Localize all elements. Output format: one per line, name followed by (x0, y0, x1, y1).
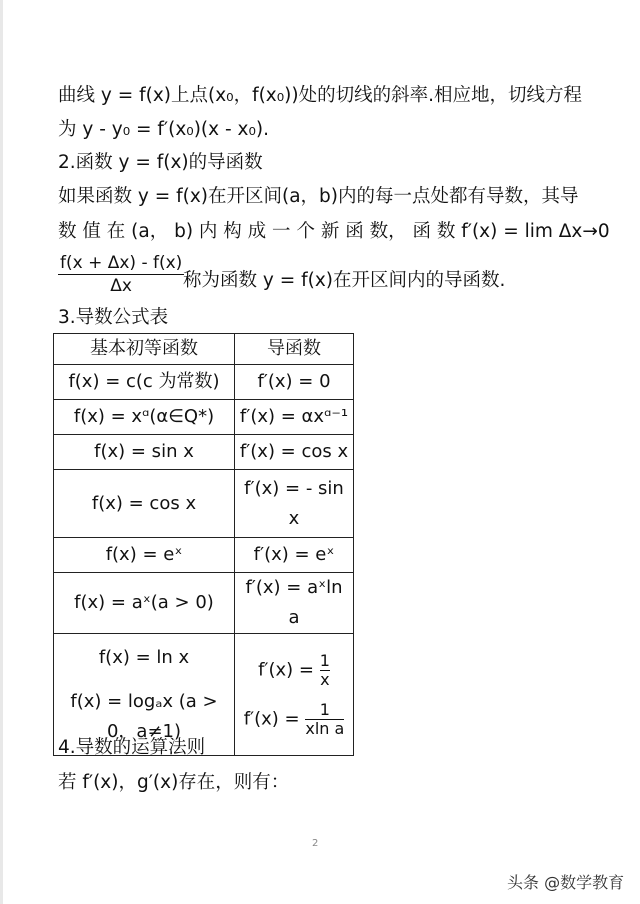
paragraph-line: 为 y - y₀ = f′(x₀)(x - x₀). (58, 119, 269, 140)
derivative-formula-table (53, 333, 354, 756)
ln-function: f(x) = ln x (98, 646, 190, 668)
table-cell: f′(x) = 0 (235, 365, 354, 400)
fraction-denominator: xln a (305, 718, 345, 738)
derivative-prefix: f′(x) = (258, 659, 314, 680)
fraction-denominator: x (320, 669, 330, 689)
paragraph-line: 数 值 在 (a， b) 内 构 成 一 个 新 函 数， 函 数 f′(x) = lim Δx→0 (58, 221, 610, 242)
table-row (54, 365, 354, 400)
table-cell (235, 634, 354, 756)
table-row (54, 435, 354, 470)
paragraph-line: 若 f′(x)，g′(x)存在，则有： (58, 772, 290, 793)
paragraph-line: 如果函数 y = f(x)在开区间(a，b)内的每一点处都有导数，其导 (58, 186, 579, 207)
table-row (54, 573, 354, 634)
ln-derivative (239, 652, 349, 689)
page-number: 2 (312, 838, 319, 849)
fraction (320, 652, 330, 689)
table-cell: f(x) = cos x (54, 470, 235, 538)
table-row (54, 538, 354, 573)
table-row (54, 470, 354, 538)
fraction-denominator: Δx (110, 276, 132, 296)
table-header: 导函数 (235, 334, 354, 365)
table-cell: f′(x) = αxᵅ⁻¹ (235, 400, 354, 435)
watermark: 头条 @数学教育 (507, 873, 625, 892)
table-header-row (54, 334, 354, 365)
table-cell: f(x) = eˣ (54, 538, 235, 573)
fraction-numerator: f(x + Δx) - f(x) (60, 253, 183, 273)
fraction-numerator: 1 (305, 701, 344, 720)
table-cell: f′(x) = - sin x (235, 470, 354, 538)
fraction-numerator: 1 (319, 650, 330, 670)
table-cell: f(x) = c(c 为常数) (54, 365, 235, 400)
table-header: 基本初等函数 (54, 334, 235, 365)
table-cell: f(x) = xᵅ(α∈Q*) (54, 400, 235, 435)
section-heading: 3.导数公式表 (58, 307, 169, 328)
table-cell: f(x) = sin x (54, 435, 235, 470)
table-cell: f′(x) = eˣ (235, 538, 354, 573)
paragraph-line: 称为函数 y = f(x)在开区间内的导函数. (183, 270, 506, 291)
section-heading: 4.导数的运算法则 (58, 737, 206, 758)
log-derivative (239, 701, 349, 738)
log-function: f(x) = logₐx (a > 0，a≠1) (70, 690, 218, 742)
page-border (0, 0, 3, 904)
section-heading: 2.函数 y = f(x)的导函数 (58, 152, 263, 173)
table-cell: f′(x) = cos x (235, 435, 354, 470)
paragraph-line: 曲线 y = f(x)上点(x₀，f(x₀))处的切线的斜率.相应地，切线方程 (58, 85, 582, 106)
table-cell: f(x) = aˣ(a > 0) (54, 573, 235, 634)
table-cell: f′(x) = aˣln a (235, 573, 354, 634)
derivative-prefix: f′(x) = (243, 708, 300, 729)
derivative-fraction (58, 252, 184, 297)
table-row (54, 400, 354, 435)
fraction (305, 701, 344, 738)
